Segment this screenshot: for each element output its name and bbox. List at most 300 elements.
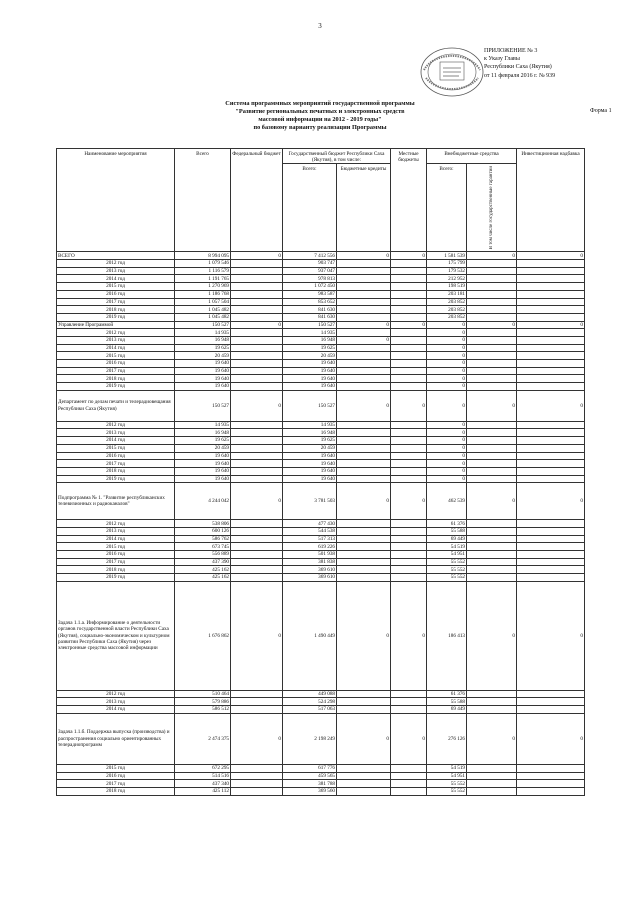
cell-state-credits — [337, 566, 391, 574]
cell-state-total: 19 640 — [283, 375, 337, 383]
cell-federal — [231, 437, 283, 445]
cell-state-credits — [337, 383, 391, 391]
cell-name: Департамент по делам печати и телерадиовещания Республики Саха (Якутия) — [57, 390, 175, 421]
title-line: "Развитие региональных печатных и электронных средств — [235, 108, 405, 115]
cell-state-credits — [337, 690, 391, 698]
cell-federal — [231, 421, 283, 429]
cell-state-total: 449 088 — [283, 690, 337, 698]
cell-extra-guarantees — [467, 467, 517, 475]
cell-name: 2016 год — [57, 772, 175, 780]
cell-local — [391, 566, 427, 574]
cell-extra-total: 55 552 — [427, 787, 467, 795]
cell-state-total: 544 538 — [283, 527, 337, 535]
cell-name: 2018 год — [57, 375, 175, 383]
cell-invest — [517, 267, 585, 275]
cell-state-credits — [337, 283, 391, 291]
cell-invest — [517, 383, 585, 391]
cell-local — [391, 787, 427, 795]
cell-state-credits — [337, 520, 391, 528]
cell-state-credits — [337, 352, 391, 360]
cell-total: 8 994 095 — [175, 252, 231, 260]
cell-name: 2014 год — [57, 535, 175, 543]
cell-extra-guarantees — [467, 344, 517, 352]
cell-extra-guarantees — [467, 267, 517, 275]
cell-name: 2016 год — [57, 551, 175, 559]
table-row — [57, 321, 585, 329]
cell-local — [391, 275, 427, 283]
table-row — [57, 566, 585, 574]
page-number: 3 — [318, 22, 322, 30]
table-row — [57, 551, 585, 559]
cell-name: 2013 год — [57, 698, 175, 706]
cell-state-credits — [337, 551, 391, 559]
cell-federal: 0 — [231, 713, 283, 764]
table-row — [57, 383, 585, 391]
cell-total: 579 886 — [175, 698, 231, 706]
header-state-credits: Бюджетные кредиты — [337, 164, 391, 252]
title-line: Система программных мероприятий государственной программы — [225, 100, 415, 107]
table-row — [57, 290, 585, 298]
table-row — [57, 444, 585, 452]
cell-state-credits — [337, 313, 391, 321]
header-federal: Федеральный бюджет — [231, 149, 283, 252]
cell-federal: 0 — [231, 252, 283, 260]
cell-total: 20 459 — [175, 444, 231, 452]
cell-total: 1 079 546 — [175, 260, 231, 268]
cell-state-total: 19 640 — [283, 452, 337, 460]
cell-total: 19 640 — [175, 367, 231, 375]
cell-federal — [231, 551, 283, 559]
cell-state-total: 369 610 — [283, 574, 337, 582]
cell-federal — [231, 360, 283, 368]
cell-invest — [517, 452, 585, 460]
cell-total: 19 640 — [175, 467, 231, 475]
cell-name: 2019 год — [57, 383, 175, 391]
cell-local — [391, 383, 427, 391]
cell-extra-total: 212 952 — [427, 275, 467, 283]
cell-state-total: 19 640 — [283, 367, 337, 375]
cell-name: 2015 год — [57, 444, 175, 452]
cell-extra-total: 0 — [427, 444, 467, 452]
cell-state-credits: 0 — [337, 321, 391, 329]
cell-federal — [231, 336, 283, 344]
table-row — [57, 313, 585, 321]
cell-state-total: 19 625 — [283, 344, 337, 352]
cell-name: Подпрограмма № 1. "Развитие республиканских телевизионных и радиоканалов" — [57, 483, 175, 520]
table-row — [57, 780, 585, 788]
table-row — [57, 475, 585, 483]
cell-local — [391, 467, 427, 475]
cell-extra-guarantees — [467, 475, 517, 483]
cell-extra-total: 69 449 — [427, 706, 467, 714]
cell-total: 586 762 — [175, 535, 231, 543]
cell-name: 2017 год — [57, 367, 175, 375]
cell-extra-total: 0 — [427, 460, 467, 468]
cell-local — [391, 437, 427, 445]
cell-local — [391, 444, 427, 452]
cell-invest — [517, 467, 585, 475]
cell-extra-guarantees: 0 — [467, 390, 517, 421]
cell-extra-total: 198 519 — [427, 283, 467, 291]
table-row — [57, 558, 585, 566]
cell-name: 2018 год — [57, 787, 175, 795]
table-row — [57, 437, 585, 445]
cell-local — [391, 475, 427, 483]
cell-extra-total: 54 519 — [427, 543, 467, 551]
cell-extra-guarantees — [467, 772, 517, 780]
cell-extra-guarantees — [467, 520, 517, 528]
cell-state-credits — [337, 375, 391, 383]
cell-local: 0 — [391, 483, 427, 520]
cell-extra-guarantees — [467, 313, 517, 321]
cell-invest — [517, 558, 585, 566]
cell-federal — [231, 290, 283, 298]
table-row — [57, 772, 585, 780]
cell-extra-total: 0 — [427, 390, 467, 421]
cell-total: 16 948 — [175, 336, 231, 344]
cell-name: 2015 год — [57, 352, 175, 360]
table-row — [57, 698, 585, 706]
title-line: по базовому варианту реализации Программы — [253, 124, 387, 131]
cell-extra-total: 0 — [427, 352, 467, 360]
cell-extra-total: 61 376 — [427, 520, 467, 528]
cell-invest — [517, 298, 585, 306]
cell-total: 19 640 — [175, 460, 231, 468]
cell-extra-total: 203 852 — [427, 298, 467, 306]
cell-state-credits — [337, 475, 391, 483]
cell-local — [391, 336, 427, 344]
cell-state-total: 150 527 — [283, 390, 337, 421]
cell-invest — [517, 520, 585, 528]
cell-invest: 0 — [517, 390, 585, 421]
cell-state-total: 524 298 — [283, 698, 337, 706]
cell-federal — [231, 690, 283, 698]
cell-state-total: 20 459 — [283, 444, 337, 452]
cell-extra-total: 276 126 — [427, 713, 467, 764]
form-label: Форма 1 — [590, 108, 612, 114]
cell-federal — [231, 298, 283, 306]
cell-total: 19 625 — [175, 344, 231, 352]
cell-federal — [231, 535, 283, 543]
cell-invest — [517, 772, 585, 780]
cell-invest — [517, 360, 585, 368]
cell-federal — [231, 467, 283, 475]
cell-extra-total: 203 181 — [427, 290, 467, 298]
cell-state-credits — [337, 452, 391, 460]
table-row — [57, 367, 585, 375]
cell-extra-total: 54 951 — [427, 551, 467, 559]
cell-total: 19 640 — [175, 360, 231, 368]
cell-state-credits — [337, 344, 391, 352]
cell-local — [391, 298, 427, 306]
cell-local — [391, 367, 427, 375]
header-local: Местные бюджеты — [391, 149, 427, 252]
cell-federal — [231, 772, 283, 780]
cell-local — [391, 535, 427, 543]
cell-state-total: 381 838 — [283, 558, 337, 566]
cell-state-total: 369 560 — [283, 787, 337, 795]
cell-local — [391, 543, 427, 551]
cell-state-total: 517 313 — [283, 535, 337, 543]
cell-state-total: 14 935 — [283, 329, 337, 337]
cell-invest — [517, 437, 585, 445]
cell-extra-total: 0 — [427, 360, 467, 368]
cell-federal — [231, 527, 283, 535]
cell-extra-guarantees — [467, 543, 517, 551]
cell-extra-guarantees — [467, 298, 517, 306]
table-row — [57, 306, 585, 314]
cell-local: 0 — [391, 390, 427, 421]
cell-total: 1 676 862 — [175, 581, 231, 690]
table-row — [57, 329, 585, 337]
cell-local: 0 — [391, 321, 427, 329]
cell-state-total: 20 459 — [283, 352, 337, 360]
cell-total: 586 512 — [175, 706, 231, 714]
table-row — [57, 298, 585, 306]
header-extra-guarantees-label: В том числе государственные гарантии — [488, 166, 494, 250]
table-row — [57, 336, 585, 344]
cell-extra-guarantees — [467, 290, 517, 298]
cell-state-credits: 0 — [337, 483, 391, 520]
cell-local — [391, 306, 427, 314]
cell-name: 2012 год — [57, 329, 175, 337]
cell-extra-total: 186 413 — [427, 581, 467, 690]
cell-total: 19 640 — [175, 383, 231, 391]
header-state-budget: Государственный бюджет Республики Саха (Якутия), в том числе: — [283, 149, 391, 164]
cell-state-total: 841 630 — [283, 313, 337, 321]
cell-name: Управление Программой — [57, 321, 175, 329]
cell-extra-guarantees — [467, 460, 517, 468]
cell-total: 1 186 768 — [175, 290, 231, 298]
cell-state-total: 841 630 — [283, 306, 337, 314]
cell-extra-guarantees — [467, 706, 517, 714]
table-row — [57, 713, 585, 764]
cell-invest — [517, 429, 585, 437]
cell-federal — [231, 780, 283, 788]
table-row — [57, 581, 585, 690]
cell-state-credits — [337, 290, 391, 298]
cell-extra-guarantees — [467, 283, 517, 291]
cell-name: 2013 год — [57, 336, 175, 344]
cell-extra-total: 0 — [427, 321, 467, 329]
cell-local — [391, 360, 427, 368]
cell-state-total: 150 527 — [283, 321, 337, 329]
cell-total: 14 935 — [175, 329, 231, 337]
cell-local — [391, 429, 427, 437]
cell-invest — [517, 787, 585, 795]
cell-state-credits — [337, 787, 391, 795]
cell-local — [391, 267, 427, 275]
table-row — [57, 460, 585, 468]
cell-invest — [517, 421, 585, 429]
cell-extra-total: 55 588 — [427, 698, 467, 706]
cell-total: 1 191 765 — [175, 275, 231, 283]
cell-state-credits — [337, 421, 391, 429]
cell-extra-guarantees — [467, 421, 517, 429]
cell-total: 19 640 — [175, 375, 231, 383]
cell-extra-total: 0 — [427, 429, 467, 437]
cell-state-credits — [337, 467, 391, 475]
cell-total: 510 464 — [175, 690, 231, 698]
cell-state-total: 14 935 — [283, 421, 337, 429]
cell-extra-total: 0 — [427, 367, 467, 375]
table-body — [57, 252, 585, 795]
cell-federal: 0 — [231, 321, 283, 329]
cell-extra-total: 0 — [427, 383, 467, 391]
cell-total: 2 474 375 — [175, 713, 231, 764]
table-row — [57, 429, 585, 437]
cell-extra-guarantees — [467, 429, 517, 437]
cell-extra-total: 462 539 — [427, 483, 467, 520]
cell-name: 2017 год — [57, 298, 175, 306]
cell-invest — [517, 260, 585, 268]
cell-state-total: 381 788 — [283, 780, 337, 788]
cell-invest: 0 — [517, 321, 585, 329]
cell-total: 4 244 042 — [175, 483, 231, 520]
cell-total: 20 459 — [175, 352, 231, 360]
cell-name: 2018 год — [57, 306, 175, 314]
cell-name: ВСЕГО — [57, 252, 175, 260]
cell-extra-total: 0 — [427, 336, 467, 344]
cell-total: 425 162 — [175, 574, 231, 582]
table-row — [57, 390, 585, 421]
cell-state-credits — [337, 558, 391, 566]
cell-invest — [517, 283, 585, 291]
cell-local — [391, 698, 427, 706]
cell-invest — [517, 574, 585, 582]
cell-name: 2014 год — [57, 437, 175, 445]
cell-extra-total: 0 — [427, 475, 467, 483]
cell-name: 2012 год — [57, 520, 175, 528]
cell-local — [391, 283, 427, 291]
cell-state-credits — [337, 275, 391, 283]
cell-local — [391, 551, 427, 559]
header-total: Всего — [175, 149, 231, 252]
header-state-total: Всего: — [283, 164, 337, 252]
cell-federal — [231, 352, 283, 360]
cell-local — [391, 574, 427, 582]
cell-total: 19 625 — [175, 437, 231, 445]
cell-invest — [517, 329, 585, 337]
cell-total: 1 045 482 — [175, 306, 231, 314]
cell-extra-guarantees — [467, 566, 517, 574]
cell-invest — [517, 764, 585, 772]
cell-federal — [231, 460, 283, 468]
cell-local — [391, 421, 427, 429]
cell-name: 2018 год — [57, 467, 175, 475]
cell-local: 0 — [391, 581, 427, 690]
cell-local — [391, 352, 427, 360]
cell-federal — [231, 566, 283, 574]
cell-invest — [517, 367, 585, 375]
cell-invest — [517, 344, 585, 352]
title-line: массовой информации на 2012 - 2019 годы" — [258, 116, 382, 123]
cell-state-total: 1 490 449 — [283, 581, 337, 690]
cell-name: 2016 год — [57, 290, 175, 298]
cell-extra-guarantees — [467, 690, 517, 698]
cell-extra-guarantees — [467, 352, 517, 360]
cell-name: 2016 год — [57, 452, 175, 460]
cell-invest — [517, 551, 585, 559]
cell-extra-total: 0 — [427, 329, 467, 337]
cell-total: 19 640 — [175, 452, 231, 460]
cell-state-credits: 0 — [337, 390, 391, 421]
cell-total: 673 745 — [175, 543, 231, 551]
cell-state-credits — [337, 260, 391, 268]
table-row — [57, 260, 585, 268]
cell-state-credits — [337, 574, 391, 582]
cell-local: 0 — [391, 252, 427, 260]
cell-federal — [231, 429, 283, 437]
cell-federal — [231, 574, 283, 582]
cell-name: 2012 год — [57, 421, 175, 429]
cell-extra-guarantees — [467, 260, 517, 268]
cell-extra-total: 55 552 — [427, 566, 467, 574]
cell-state-total: 19 640 — [283, 460, 337, 468]
cell-extra-total: 0 — [427, 437, 467, 445]
table-row — [57, 421, 585, 429]
cell-state-total: 978 813 — [283, 275, 337, 283]
cell-federal: 0 — [231, 390, 283, 421]
table-row — [57, 520, 585, 528]
cell-extra-guarantees — [467, 306, 517, 314]
cell-state-total: 459 565 — [283, 772, 337, 780]
cell-name: 2019 год — [57, 313, 175, 321]
cell-state-credits — [337, 698, 391, 706]
cell-invest — [517, 444, 585, 452]
cell-state-total: 7 412 556 — [283, 252, 337, 260]
table-row — [57, 690, 585, 698]
cell-extra-total: 0 — [427, 421, 467, 429]
cell-state-total: 2 198 249 — [283, 713, 337, 764]
cell-extra-total: 179 532 — [427, 267, 467, 275]
cell-total: 1 045 482 — [175, 313, 231, 321]
appendix-line: ПРИЛОЖЕНИЕ № 3 — [484, 48, 538, 54]
cell-local: 0 — [391, 713, 427, 764]
header-extra-total: Всего: — [427, 164, 467, 252]
cell-extra-guarantees — [467, 367, 517, 375]
cell-state-total: 501 938 — [283, 551, 337, 559]
cell-federal: 0 — [231, 483, 283, 520]
cell-name: 2014 год — [57, 706, 175, 714]
cell-invest: 0 — [517, 581, 585, 690]
cell-name: 2017 год — [57, 558, 175, 566]
cell-invest — [517, 475, 585, 483]
cell-federal — [231, 306, 283, 314]
cell-local — [391, 527, 427, 535]
cell-local — [391, 344, 427, 352]
cell-extra-guarantees — [467, 698, 517, 706]
cell-total: 150 527 — [175, 321, 231, 329]
table-row — [57, 535, 585, 543]
cell-extra-guarantees: 0 — [467, 483, 517, 520]
cell-extra-total: 1 581 539 — [427, 252, 467, 260]
cell-name: 2012 год — [57, 260, 175, 268]
appendix-block — [484, 47, 555, 80]
cell-name: 2012 год — [57, 690, 175, 698]
cell-local — [391, 772, 427, 780]
cell-total: 16 948 — [175, 429, 231, 437]
header-extra-guarantees — [467, 164, 517, 252]
cell-local — [391, 460, 427, 468]
header-name: Наименование мероприятия — [57, 149, 175, 252]
cell-extra-total: 0 — [427, 375, 467, 383]
header-extra-budget: Внебюджетные средства — [427, 149, 517, 164]
cell-extra-guarantees — [467, 383, 517, 391]
cell-extra-guarantees — [467, 558, 517, 566]
cell-state-credits — [337, 444, 391, 452]
cell-federal — [231, 452, 283, 460]
